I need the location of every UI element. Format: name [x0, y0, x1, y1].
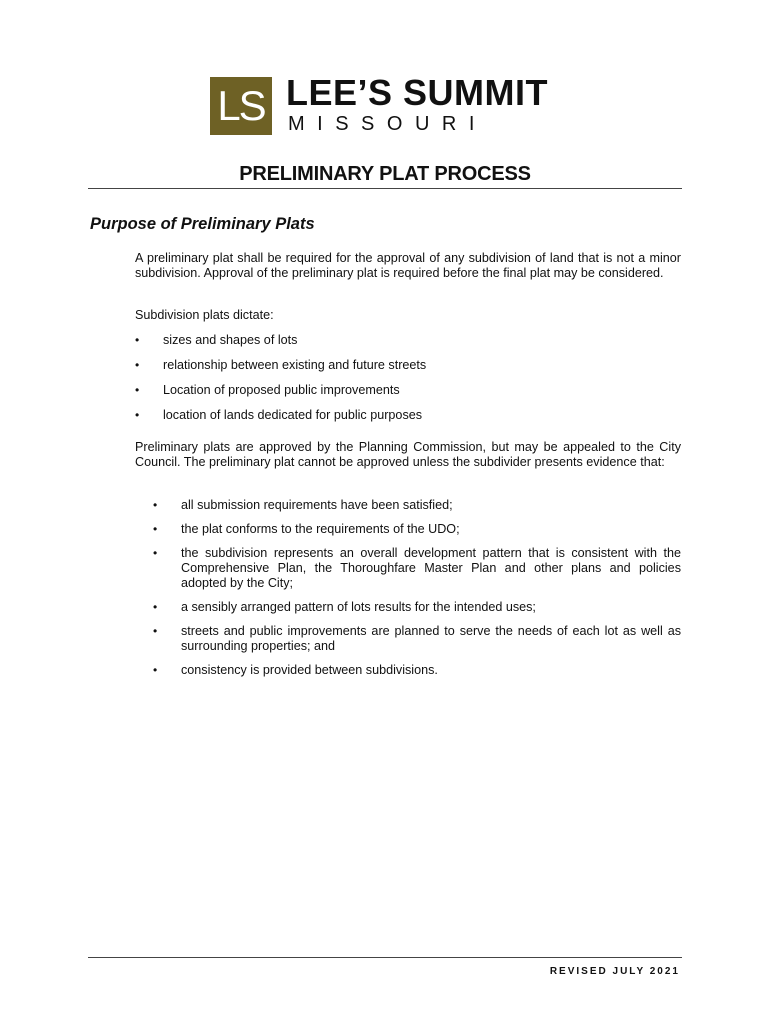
list-item: • a sensibly arranged pattern of lots results for the intended uses; [153, 600, 536, 614]
logo-monogram-box [210, 77, 272, 135]
logo-monogram: LS [217, 82, 265, 129]
approval-paragraph: Preliminary plats are approved by the Planning Commission, but may be appealed to the City Council. The preliminary plat cannot be approved unless the subdivider presents evidence that: [135, 440, 681, 469]
city-logo [210, 72, 562, 135]
list-item: • streets and public improvements are planned to serve the needs of each lot as well as surrounding properties; and [153, 624, 681, 653]
section-heading: Purpose of Preliminary Plats [90, 215, 315, 233]
bullet-icon: • [153, 498, 158, 512]
bullet-icon: • [153, 546, 158, 560]
bullet-icon: • [153, 600, 158, 614]
title-divider [88, 188, 682, 189]
list-item: • Location of proposed public improvements [135, 383, 400, 397]
footer-divider [88, 957, 682, 958]
intro-paragraph: A preliminary plat shall be required for the approval of any subdivision of land that is not a minor subdivision. Approval of the preliminary plat is required before the final plat may be considered. [135, 251, 681, 280]
bullet-icon: • [153, 522, 158, 536]
logo-state-name: MISSOURI [288, 113, 487, 135]
list-item: • the subdivision represents an overall development pattern that is consistent with the Comprehensive Plan, the Thoroughfare Master Plan and other plans and policies adopted by the City; [153, 546, 681, 590]
list-item: • consistency is provided between subdivisions. [153, 663, 438, 677]
list-item: • all submission requirements have been satisfied; [153, 498, 453, 512]
page-title: PRELIMINARY PLAT PROCESS [239, 163, 531, 185]
dictate-intro: Subdivision plats dictate: [135, 308, 274, 322]
revision-footer: REVISED JULY 2021 [549, 966, 680, 977]
bullet-icon: • [135, 358, 140, 372]
list-item: • relationship between existing and future streets [135, 358, 427, 372]
list-item: • the plat conforms to the requirements of the UDO; [153, 522, 460, 536]
evidence-list [153, 498, 681, 687]
bullet-icon: • [153, 663, 158, 677]
bullet-icon: • [135, 383, 140, 397]
bullet-icon: • [135, 408, 140, 422]
list-item: • location of lands dedicated for public purposes [135, 408, 423, 422]
dictate-list [135, 333, 426, 433]
list-item: • sizes and shapes of lots [135, 333, 298, 347]
logo-city-name: LEE’S SUMMIT [286, 72, 549, 113]
bullet-icon: • [135, 333, 140, 347]
bullet-icon: • [153, 624, 158, 638]
